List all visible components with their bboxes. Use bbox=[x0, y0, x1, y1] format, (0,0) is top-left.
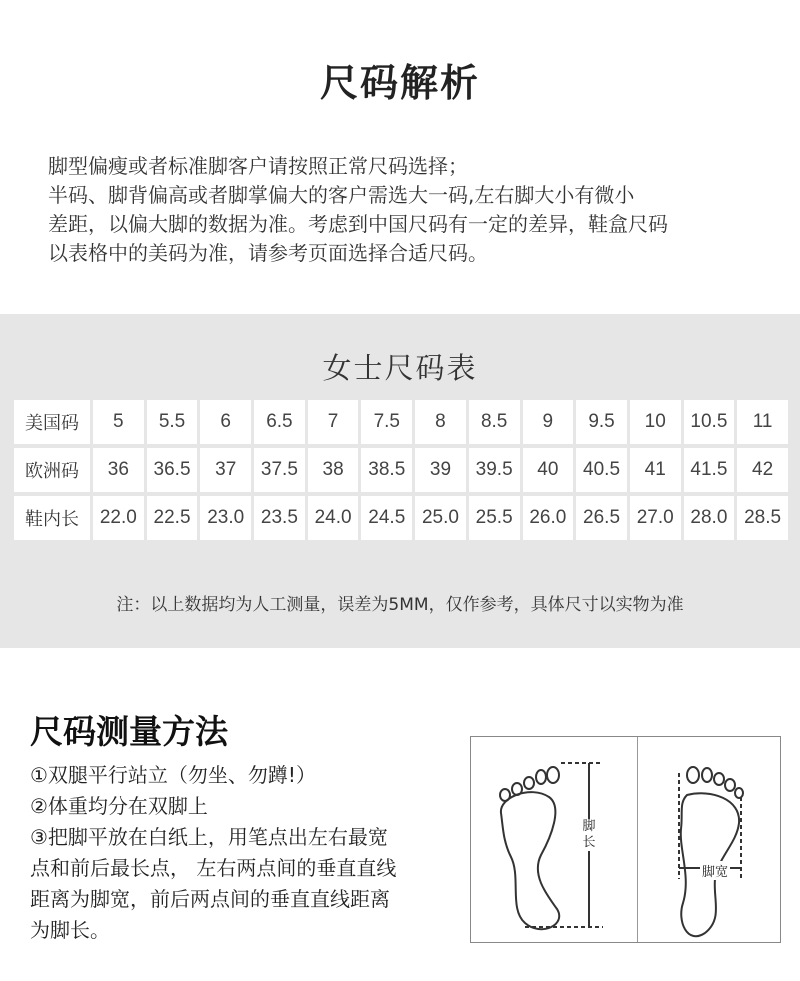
size-table bbox=[14, 400, 788, 540]
intro-line: 差距，以偏大脚的数据为准。考虑到中国尺码有一定的差异，鞋盒尺码 bbox=[48, 212, 668, 236]
toe-left-5 bbox=[547, 767, 559, 783]
table-cell: 22.5 bbox=[147, 496, 198, 540]
foot-width-label: 脚宽 bbox=[700, 861, 730, 880]
intro-line: 半码、脚背偏高或者脚掌偏大的客户需选大一码,左右脚大小有微小 bbox=[48, 183, 635, 207]
table-cell: 37.5 bbox=[254, 448, 305, 492]
toe-left-4 bbox=[536, 770, 546, 784]
table-row bbox=[14, 496, 788, 540]
table-cell: 41.5 bbox=[684, 448, 735, 492]
diagram-divider bbox=[637, 737, 638, 942]
table-cell: 10.5 bbox=[684, 400, 735, 444]
table-cell: 25.5 bbox=[469, 496, 520, 540]
row-header: 欧洲码 bbox=[14, 448, 90, 492]
table-cell: 37 bbox=[200, 448, 251, 492]
method-steps bbox=[30, 760, 470, 946]
table-cell: 36.5 bbox=[147, 448, 198, 492]
size-chart-title: 女士尺码表 bbox=[322, 351, 478, 385]
table-cell: 23.5 bbox=[254, 496, 305, 540]
size-chart-section bbox=[0, 314, 800, 648]
foot-length-label-char: 脚 bbox=[582, 819, 596, 834]
table-cell: 11 bbox=[737, 400, 788, 444]
method-title: 尺码测量方法 bbox=[30, 712, 228, 751]
foot-measure-diagram bbox=[470, 736, 781, 943]
table-cell: 26.0 bbox=[523, 496, 574, 540]
toe-left-1 bbox=[500, 789, 510, 801]
toe-right-3 bbox=[714, 773, 724, 785]
foot-length-label-char: 长 bbox=[582, 835, 596, 850]
table-cell: 40 bbox=[523, 448, 574, 492]
table-cell: 42 bbox=[737, 448, 788, 492]
table-cell: 6.5 bbox=[254, 400, 305, 444]
table-cell: 25.0 bbox=[415, 496, 466, 540]
table-cell: 39 bbox=[415, 448, 466, 492]
table-cell: 38.5 bbox=[361, 448, 412, 492]
table-row bbox=[14, 448, 788, 492]
table-cell: 7.5 bbox=[361, 400, 412, 444]
table-cell: 28.5 bbox=[737, 496, 788, 540]
table-cell: 23.0 bbox=[200, 496, 251, 540]
table-cell: 10 bbox=[630, 400, 681, 444]
intro-line: 脚型偏瘦或者标准脚客户请按照正常尺码选择； bbox=[48, 154, 468, 178]
foot-length-label bbox=[579, 819, 599, 851]
method-step-line: 为脚长。 bbox=[30, 918, 110, 942]
table-cell: 40.5 bbox=[576, 448, 627, 492]
table-cell: 5.5 bbox=[147, 400, 198, 444]
method-step-line: 距离为脚宽，前后两点间的垂直直线距离 bbox=[30, 887, 390, 911]
table-cell: 26.5 bbox=[576, 496, 627, 540]
toe-left-2 bbox=[512, 783, 522, 795]
toe-right-4 bbox=[725, 779, 735, 791]
table-cell: 6 bbox=[200, 400, 251, 444]
table-cell: 28.0 bbox=[684, 496, 735, 540]
table-cell: 41 bbox=[630, 448, 681, 492]
table-cell: 38 bbox=[308, 448, 359, 492]
foot-outline-illustration bbox=[471, 737, 780, 942]
page-title: 尺码解析 bbox=[319, 61, 480, 105]
toe-right-2 bbox=[702, 768, 712, 782]
table-cell: 5 bbox=[93, 400, 144, 444]
foot-sole-left bbox=[501, 792, 559, 929]
toe-left-3 bbox=[524, 777, 534, 789]
toe-right-5 bbox=[735, 788, 743, 798]
method-step-line: ②体重均分在双脚上 bbox=[30, 794, 208, 818]
table-cell: 24.0 bbox=[308, 496, 359, 540]
intro-line: 以表格中的美码为准，请参考页面选择合适尺码。 bbox=[48, 241, 488, 265]
row-header: 美国码 bbox=[14, 400, 90, 444]
method-step-line: 点和前后最长点， 左右两点间的垂直直线 bbox=[30, 856, 397, 880]
table-cell: 24.5 bbox=[361, 496, 412, 540]
row-header: 鞋内长 bbox=[14, 496, 90, 540]
table-cell: 7 bbox=[308, 400, 359, 444]
table-cell: 8 bbox=[415, 400, 466, 444]
method-step-line: ③把脚平放在白纸上，用笔点出左右最宽 bbox=[30, 825, 388, 849]
measurement-note: 注：以上数据均为人工测量，误差为5MM，仅作参考，具体尺寸以实物为准 bbox=[116, 595, 684, 615]
table-cell: 9.5 bbox=[576, 400, 627, 444]
method-step-line: ①双腿平行站立（勿坐、勿蹲!） bbox=[30, 763, 316, 787]
table-cell: 36 bbox=[93, 448, 144, 492]
toe-right-1 bbox=[687, 767, 699, 783]
table-cell: 22.0 bbox=[93, 496, 144, 540]
table-cell: 39.5 bbox=[469, 448, 520, 492]
intro-paragraph bbox=[48, 152, 768, 268]
table-cell: 27.0 bbox=[630, 496, 681, 540]
table-cell: 8.5 bbox=[469, 400, 520, 444]
table-cell: 9 bbox=[523, 400, 574, 444]
table-row bbox=[14, 400, 788, 444]
